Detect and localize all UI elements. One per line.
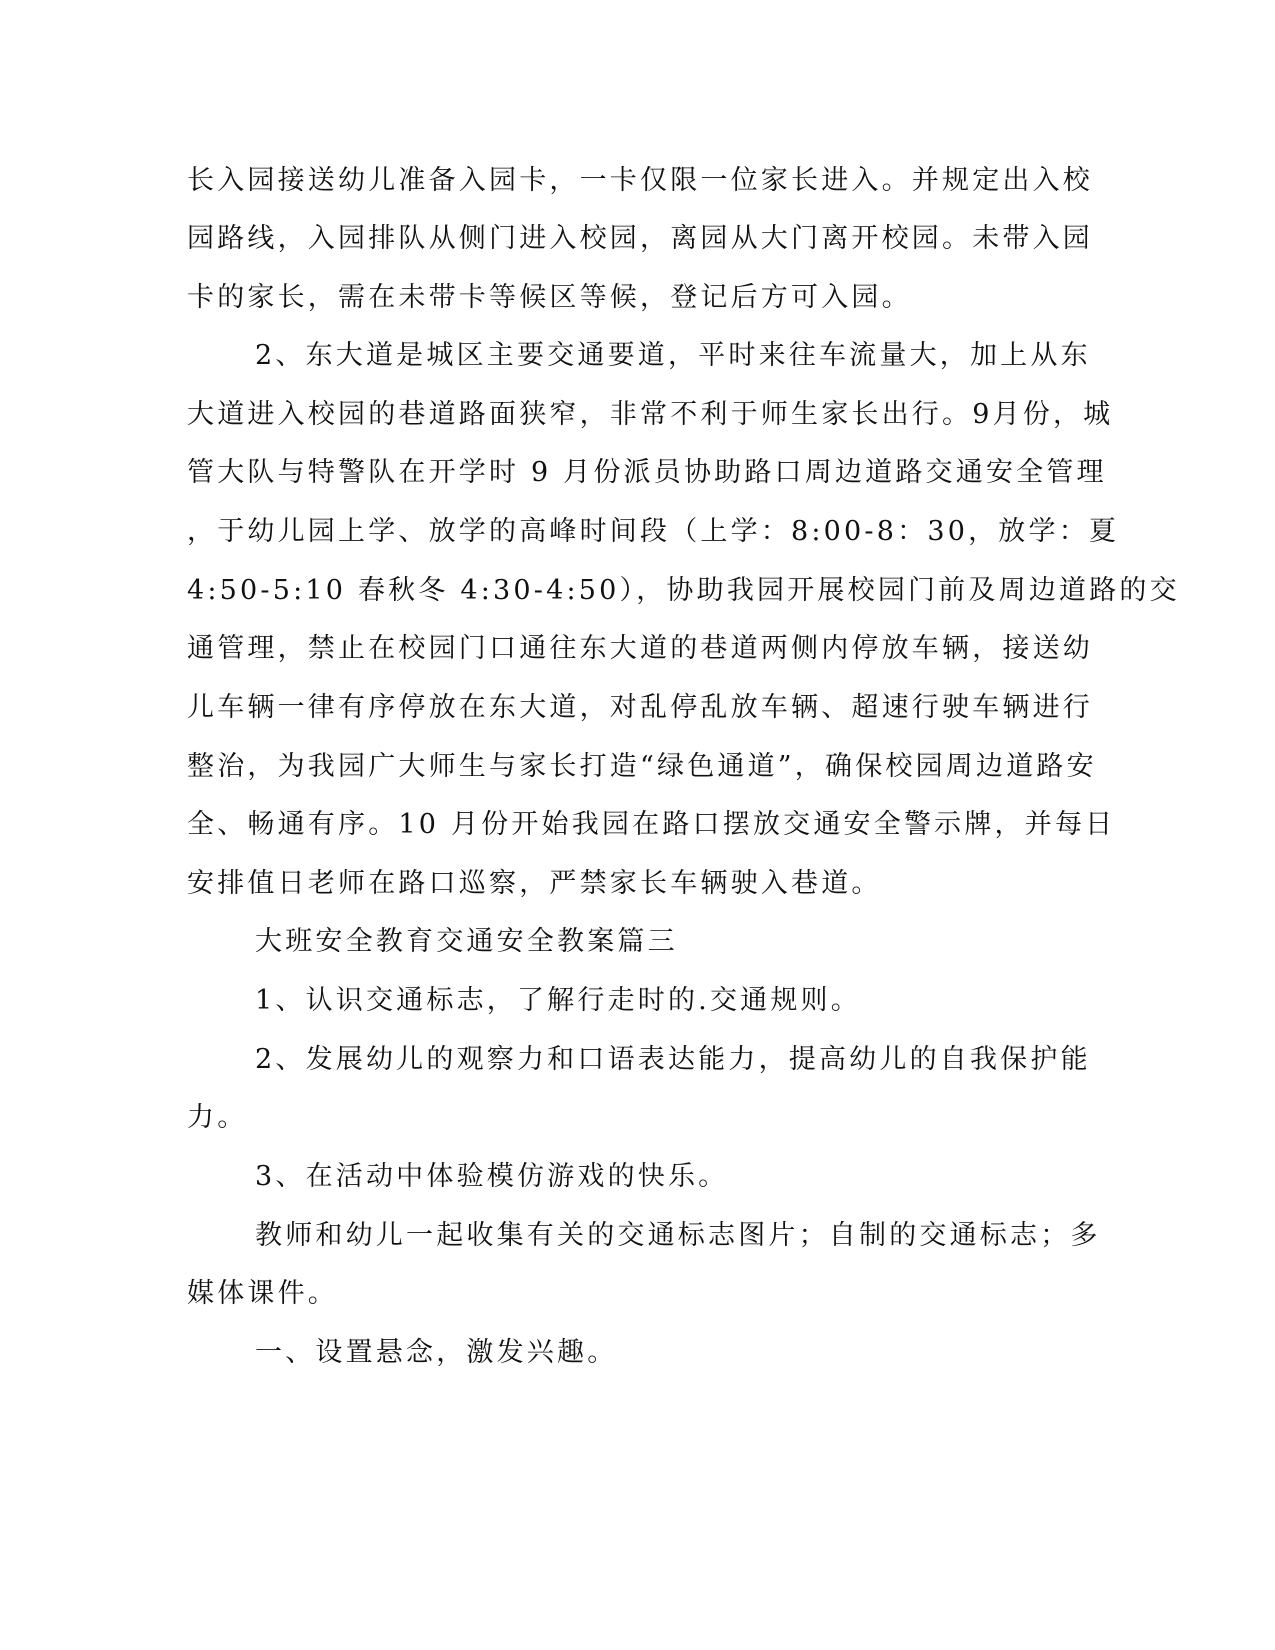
objective-item: 3、在活动中体验模仿游戏的快乐。 [255, 1161, 729, 1192]
paragraph-line: ，于幼儿园上学、放学的高峰时间段（上学：8:00-8：30，放学：夏 [187, 516, 1120, 547]
objective-item: 2、发展幼儿的观察力和口语表达能力，提高幼儿的自我保护能 [255, 1044, 1091, 1075]
paragraph-line: 全、畅通有序。10 月份开始我园在路口摆放交通安全警示牌，并每日 [187, 809, 1116, 840]
paragraph-line: 媒体课件。 [187, 1278, 338, 1309]
paragraph-line: 整治，为我园广大师生与家长打造“绿色通道”，确保校园周边道路安 [187, 751, 1097, 782]
paragraph-line: 通管理，禁止在校园门口通往东大道的巷道两侧内停放车辆，接送幼 [187, 633, 1093, 664]
paragraph-line: 教师和幼儿一起收集有关的交通标志图片；自制的交通标志；多 [255, 1220, 1101, 1251]
paragraph-line: 2、东大道是城区主要交通要道，平时来往车流量大，加上从东 [255, 340, 1091, 371]
paragraph-line: 力。 [187, 1102, 248, 1133]
paragraph-line: 安排值日老师在路口巡察，严禁家长车辆驶入巷道。 [187, 868, 882, 899]
paragraph-line: 园路线，入园排队从侧门进入校园，离园从大门离开校园。未带入园 [187, 223, 1093, 254]
paragraph-line: 4:50-5:10 春秋冬 4:30-4:50），协助我园开展校园门前及周边道路的交 [187, 575, 1180, 606]
paragraph-line: 大道进入校园的巷道路面狭窄，非常不利于师生家长出行。9月份，城 [187, 399, 1114, 430]
objective-item: 1、认识交通标志，了解行走时的.交通规则。 [255, 985, 861, 1016]
paragraph-line: 管大队与特警队在开学时 9 月份派员协助路口周边道路交通安全管理 [187, 457, 1107, 488]
paragraph-line: 卡的家长，需在未带卡等候区等候，登记后方可入园。 [187, 282, 912, 313]
paragraph-line: 儿车辆一律有序停放在东大道，对乱停乱放车辆、超速行驶车辆进行 [187, 692, 1093, 723]
step-heading: 一、设置悬念，激发兴趣。 [255, 1337, 618, 1368]
section-heading: 大班安全教育交通安全教案篇三 [255, 926, 678, 957]
paragraph-line: 长入园接送幼儿准备入园卡，一卡仅限一位家长进入。并规定出入校 [187, 165, 1093, 196]
